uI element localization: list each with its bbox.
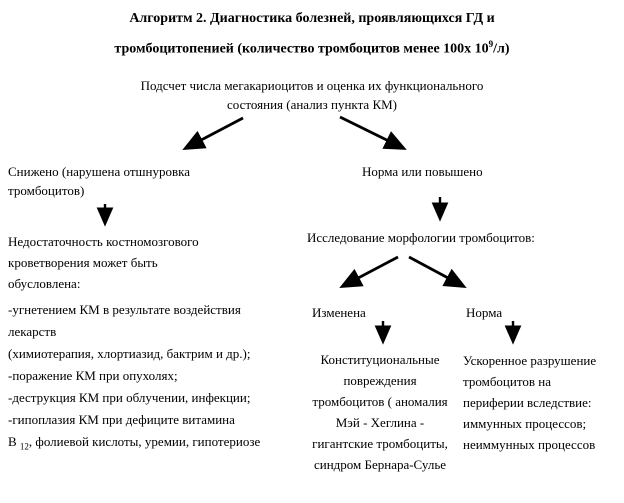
accelerated-line: периферии вследствие: (463, 395, 592, 410)
node-marrow-insufficiency (8, 231, 199, 294)
cause-item: (химиотерапия, хлортиазид, бактрим и др.); (8, 346, 251, 361)
node-normal-or-elevated: Норма или повышено (362, 164, 483, 179)
title-superscript: 9 (488, 39, 494, 49)
cause-item-b12 (8, 431, 260, 458)
accelerated-line: неиммунных процессов (463, 437, 596, 452)
page-title-line1: Алгоритм 2. Диагностика болезней, проявляющихся ГД и (129, 11, 495, 26)
node-decreased-line1: Снижено (нарушена отшнуровка (8, 164, 191, 179)
title-line2-suffix: /л) (493, 41, 510, 57)
node-megakaryocyte-count-line2: состояния (анализ пункта КМ) (227, 97, 397, 112)
causes-list (8, 299, 260, 458)
constitutional-line: гигантские тромбоциты, (312, 436, 448, 451)
node-changed: Изменена (312, 305, 366, 320)
constitutional-line: повреждения (343, 373, 417, 388)
constitutional-line: Мэй - Хеглина - (335, 415, 425, 430)
node-marrow-insufficiency-line1: Недостаточность костномозгового (8, 234, 199, 249)
b12-prefix: В (8, 434, 20, 449)
arrow-root-to-normal (340, 117, 403, 148)
constitutional-line: Конституциональные (320, 352, 440, 367)
node-marrow-insufficiency-line2: кроветворения может быть (8, 255, 158, 270)
accelerated-line: тромбоцитов на (463, 374, 551, 389)
b12-suffix: , фолиевой кислоты, уремии, гипотериозе (28, 434, 261, 449)
cause-item: -угнетением КМ в результате воздействия (8, 302, 241, 317)
node-constitutional-damage (291, 349, 469, 475)
node-decreased-line2: тромбоцитов) (8, 183, 85, 198)
node-megakaryocyte-count-line1: Подсчет числа мегакариоцитов и оценка их функционального (140, 78, 484, 93)
arrow-morphology-to-normal (409, 257, 463, 286)
constitutional-line: тромбоцитов ( аномалия (312, 394, 448, 409)
node-accelerated-destruction (463, 350, 596, 455)
cause-item: -деструкция КМ при облучении, инфекции; (8, 390, 251, 405)
b12-subscript: 12 (19, 441, 29, 452)
constitutional-line: синдром Бернара-Сулье (313, 457, 447, 472)
arrow-morphology-to-changed (343, 257, 398, 286)
accelerated-line: иммунных процессов; (463, 416, 587, 431)
node-normal: Норма (466, 305, 503, 320)
node-megakaryocyte-count (0, 76, 624, 114)
cause-item: -поражение КМ при опухолях; (8, 368, 178, 383)
accelerated-line: Ускоренное разрушение (463, 353, 597, 368)
arrow-root-to-decreased (186, 118, 243, 148)
node-marrow-insufficiency-line3: обусловлена: (8, 276, 81, 291)
title-line2-prefix: тромбоцитопенией (количество тромбоцитов менее 100х 10 (114, 41, 489, 57)
node-morphology-study: Исследование морфологии тромбоцитов: (307, 230, 535, 245)
cause-item: -гипоплазия КМ при дефиците витамина (8, 412, 235, 427)
page-title-line2 (0, 33, 624, 61)
cause-item: лекарств (8, 324, 57, 339)
node-decreased (8, 162, 190, 200)
